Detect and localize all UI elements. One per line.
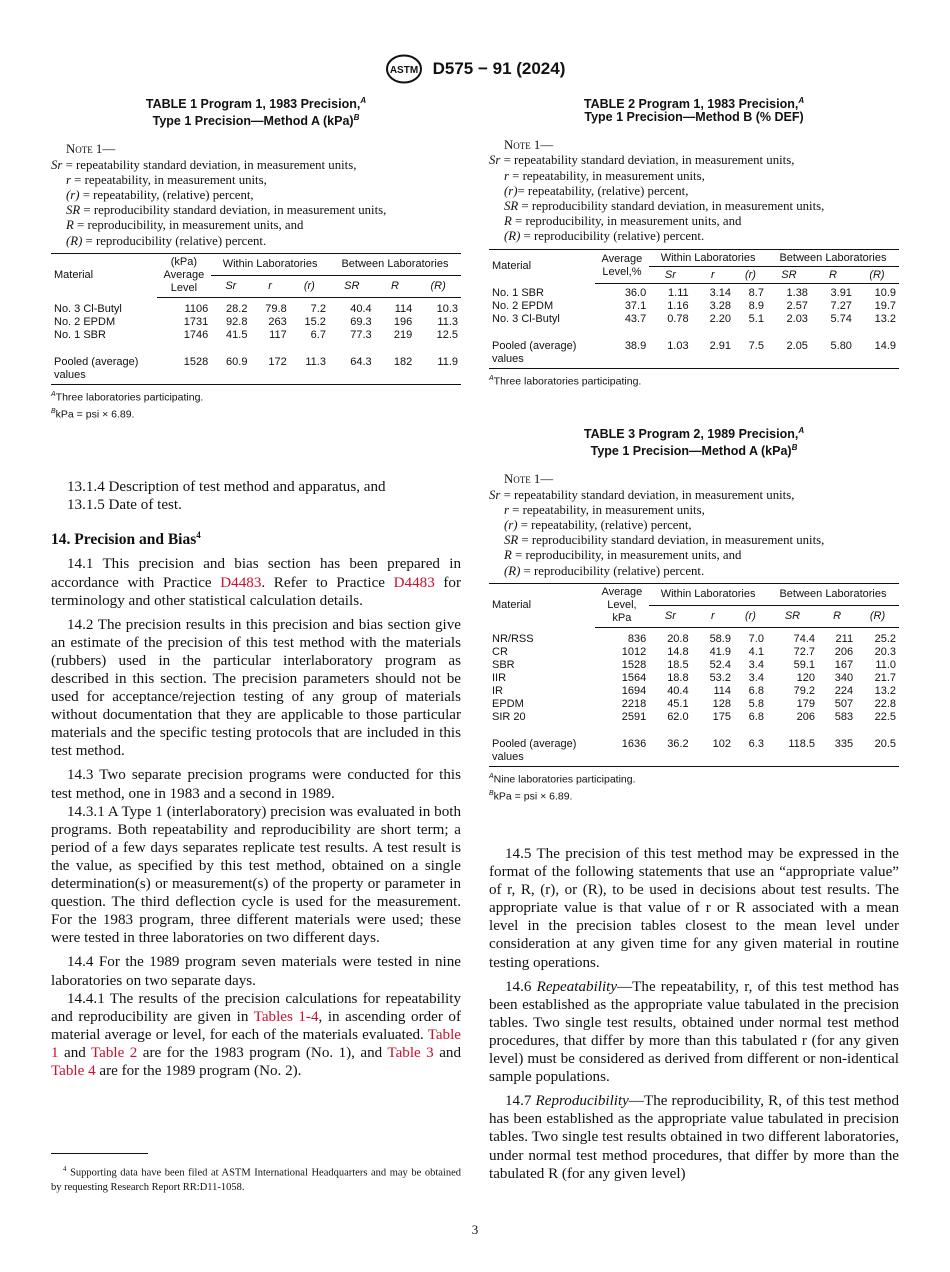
table1-block xyxy=(51,94,461,421)
para-14-3: 14.3 Two separate precision programs were conducted for this test method, one in 1983 and a second in 1989. xyxy=(51,767,461,802)
table-row: No. 1 SBR 1746 41.5 117 6.7 77.3 219 12.5 xyxy=(54,329,458,342)
table1-subtitle: Type 1 Precision—Method A (kPa) xyxy=(152,114,354,129)
link-table-1[interactable]: Table 1 xyxy=(51,1026,461,1061)
link-d4483[interactable]: D4483 xyxy=(220,574,262,591)
link-d4483[interactable]: D4483 xyxy=(393,574,435,591)
link-table-4[interactable]: Table 4 xyxy=(51,1062,96,1079)
table1-title: TABLE 1 Program 1, 1983 Precision, xyxy=(145,97,361,112)
table3-caption: TABLE 3 Program 2, 1989 Precision,$^A$ Type 1 Precision—Method A (kPa)$^B$ xyxy=(583,426,805,459)
table-row: No. 1 SBR 36.0 1.11 3.14 8.7 1.38 3.91 10.9 xyxy=(492,287,896,300)
left-column-text xyxy=(51,478,461,1086)
para-14-7: 14.7 Reproducibility—The reproducibility, R, of this test method has been established as the appropriate value tabulated in precision tables. Two single test results obtained in two different laboratories, under normal test method procedures, that differ by more than the tabulated R (for any given level) xyxy=(489,1093,900,1182)
link-table-2[interactable]: Table 2 xyxy=(91,1044,138,1061)
para-14-6: 14.6 Repeatability—The repeatability, r, of this test method has been established as the appropriate value tabulated in the precision tables. Two single test results, obtained under normal test method procedures, that differ by more than this tabulated r (for any given level) must be considered as derived from different or non-identical sample populations. xyxy=(489,978,899,1086)
table-row: EPDM 2218 45.1 128 5.8 179 507 22.8 xyxy=(492,698,896,711)
table2-block xyxy=(489,94,899,389)
para-14-4: 14.4 For the 1989 program seven materials were tested in nine laboratories on two separate days. xyxy=(51,954,461,989)
para-14-1: 14.1 This precision and bias section has been prepared in accordance with Practice D4483. Refer to Practice D4483 for terminology and other statistical calculation details. xyxy=(51,556,462,609)
table2-note: Note 1— Sr = repeatability standard deviation, in measurement units, r = repeatability, in measurement units, (r)= repeatability, (relative) percent, SR = reproducibility standard deviation, in measurement units, R = reproducibility, in measurement units, and (R) = reproducibility (relative) percent. xyxy=(489,138,825,244)
table-row-pooled: Pooled (average) 38.9 1.03 2.91 7.5 2.05 5.80 14.9 xyxy=(492,340,896,353)
para-14-4-1: 14.4.1 The results of the precision calculations for repeatability and reproducibility are given in Tables 1-4, in ascending order of material average or level, for each of the materials evaluated. Table 1 and Table 2 are for the 1983 program (No. 1), and Table 3 and Table 4 are for the 1989 program (No. 2). xyxy=(51,990,461,1079)
table-row: IIR 1564 18.8 53.2 3.4 120 340 21.7 xyxy=(492,672,896,685)
table2-footnotes: $^A$Three laboratories participating. xyxy=(489,375,642,388)
link-table-3[interactable]: Table 3 xyxy=(387,1044,434,1061)
astm-logo-icon xyxy=(385,54,423,84)
link-tables-1-4[interactable]: Tables 1-4 xyxy=(253,1008,319,1025)
para-14-2: 14.2 The precision results in this precision and bias section give an estimate of the precision of this test method with the materials (rubbers) used in the particular interlaboratory program as described in this section. The precision parameters should not be used for acceptance/rejection testing of any group of materials without documentation that they are applicable to those particular materials and the specific testing protocols that are included in this test method. xyxy=(51,616,461,760)
table-row: IR 1694 40.4 114 6.8 79.2 224 13.2 xyxy=(492,685,896,698)
table-row: No. 3 Cl-Butyl 1106 28.2 79.8 7.2 40.4 114 10.3 xyxy=(54,303,458,316)
footnote-rule xyxy=(51,1153,148,1154)
table3-block xyxy=(489,424,899,803)
table3: Material Average Level, kPa Within Laboratories Between Laboratories Sr r (r) SR R (R) NR/RSS 836 20.8 58.9 7.0 74.4 211 25.2 CR 1012 14.8 41.9 4.1 72.7 206 20.3 SBR 1528 18.5 52.4 3.4 59.1 167 11.0 IIR 1564 18.8 53.2 3.4 120 340 21.7 IR 1694 40.4 114 6.8 79.2 224 13.2 EPDM 2218 45.1 128 5.8 179 507 22.8 SIR 20 2591 62.0 175 6.8 206 583 22.5 Pooled (average) 1636 36.2 102 6.3 118.5 335 20.5 values xyxy=(489,583,899,768)
right-column-text xyxy=(489,845,899,1189)
table1: Material (kPa) Average Level Within Laboratories Between Laboratories Sr r (r) SR R (R) No. 3 Cl-Butyl 1106 28.2 79.8 7.2 40.4 114 10.3 No. 2 EPDM 1731 92.8 263 15.2 69.3 196 11.3 No. 1 SBR 1746 41.5 117 6.7 77.3 219 12.5 Pooled (average) 1528 60.9 172 11.3 64.3 182 11.9 values xyxy=(51,253,461,386)
table1-footnotes: $^A$Three laboratories participating. $^B$kPa = psi × 6.89. xyxy=(51,391,204,421)
table2-subtitle: Type 1 Precision—Method B (% DEF) xyxy=(584,110,804,125)
table-row: SIR 20 2591 62.0 175 6.8 206 583 22.5 xyxy=(492,711,896,724)
para-13-1-5: 13.1.5 Date of test. xyxy=(67,497,182,514)
para-13-1-4: 13.1.4 Description of test method and apparatus, and xyxy=(67,479,386,495)
table-row-pooled: Pooled (average) 1528 60.9 172 11.3 64.3 182 11.9 xyxy=(54,356,458,369)
section-heading-14: 14. Precision and Bias$^4$ xyxy=(51,530,201,549)
table3-subtitle: Type 1 Precision—Method A (kPa) xyxy=(590,444,792,459)
table-row: No. 3 Cl-Butyl 43.7 0.78 2.20 5.1 2.03 5.74 13.2 xyxy=(492,313,896,326)
para-14-5: 14.5 The precision of this test method may be expressed in the format of the following statements that use an “appropriate value” of r, R, (r), or (R), to be used in decisions about test results. The appropriate value is that value of r or R associated with a mean level in the precision tables closest to the mean level under consideration at any given time for any given material in routine testing operations. xyxy=(489,846,899,971)
table1-note: Note 1— Sr = repeatability standard deviation, in measurement units, r = repeatability, in measurement units, (r) = repeatability, (relative) percent, SR = reproducibility standard deviation, in measurement units, R = reproducibility, in measurement units, and (R) = reproducibility (relative) percent. xyxy=(51,142,387,248)
table-row-pooled: Pooled (average) 1636 36.2 102 6.3 118.5 335 20.5 xyxy=(492,738,896,751)
page-header xyxy=(0,54,950,84)
table2-caption: TABLE 2 Program 1, 1983 Precision,$^A$ Type 1 Precision—Method B (% DEF) xyxy=(583,96,805,125)
table-row: SBR 1528 18.5 52.4 3.4 59.1 167 11.0 xyxy=(492,659,896,672)
table-row: CR 1012 14.8 41.9 4.1 72.7 206 20.3 xyxy=(492,646,896,659)
para-14-3-1: 14.3.1 A Type 1 (interlaboratory) precision was evaluated in both programs. Both repeatability and reproducibility are short term; a period of a few days separates replicate test results. A test result is the value, as specified by this test method, obtained on a single determination(s) or measurement(s) of the property or parameter in question. The third deflection cycle is used for the measurement. For the 1983 program, three different materials were used; these were tested in three laboratories on two different days. xyxy=(51,803,461,947)
table-row: No. 2 EPDM 1731 92.8 263 15.2 69.3 196 11.3 xyxy=(54,316,458,329)
table3-footnotes: $^A$Nine laboratories participating. $^B$kPa = psi × 6.89. xyxy=(489,773,636,803)
page-number: 3 xyxy=(471,1222,479,1237)
designation: D575 − 91 (2024) xyxy=(432,59,566,78)
table1-caption: TABLE 1 Program 1, 1983 Precision,$^A$ Type 1 Precision—Method A (kPa)$^B$ xyxy=(145,96,367,129)
table3-title: TABLE 3 Program 2, 1989 Precision, xyxy=(583,427,799,442)
logo-text: ASTM xyxy=(389,65,418,76)
table-row: No. 2 EPDM 37.1 1.16 3.28 8.9 2.57 7.27 19.7 xyxy=(492,300,896,313)
table2: Material Average Level,% Within Laboratories Between Laboratories Sr r (r) SR R (R) No. 1 SBR 36.0 1.11 3.14 8.7 1.38 3.91 10.9 No. 2 EPDM 37.1 1.16 3.28 8.9 2.57 7.27 19.7 No. 3 Cl-Butyl 43.7 0.78 2.20 5.1 2.03 5.74 13.2 Pooled (average) 38.9 1.03 2.91 7.5 2.05 5.80 14.9 values xyxy=(489,249,899,370)
footnote-4: $^4$ Supporting data have been filed at ASTM International Headquarters and may be obtained by requesting Research Report RR:D11-1058. xyxy=(51,1165,461,1193)
table3-note: Note 1— Sr = repeatability standard deviation, in measurement units, r = repeatability, in measurement units, (r) = repeatability, (relative) percent, SR = reproducibility standard deviation, in measurement units, R = reproducibility, in measurement units, and (R) = reproducibility (relative) percent. xyxy=(489,472,825,578)
table-row: NR/RSS 836 20.8 58.9 7.0 74.4 211 25.2 xyxy=(492,633,896,646)
table2-title: TABLE 2 Program 1, 1983 Precision, xyxy=(583,97,799,112)
